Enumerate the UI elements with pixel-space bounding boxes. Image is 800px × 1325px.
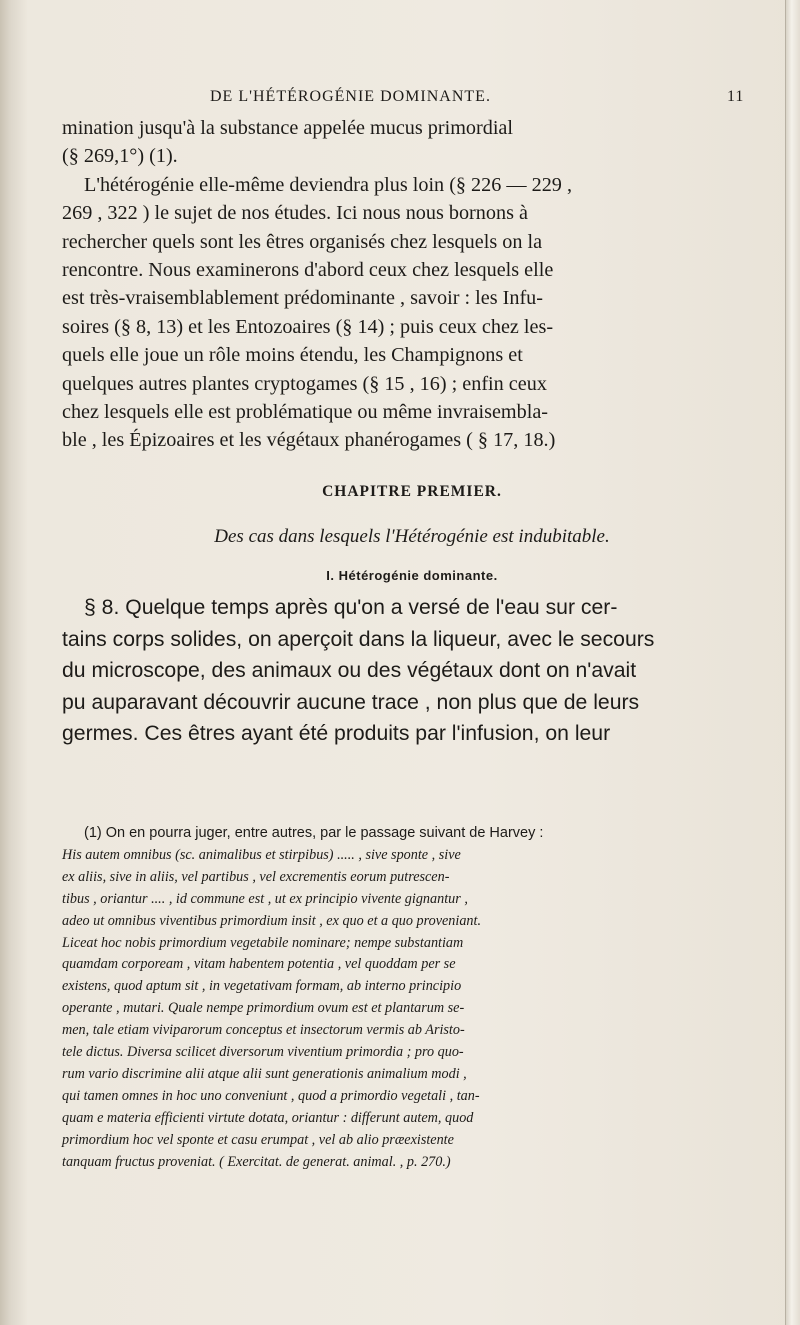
text-line: § 8. Quelque temps après qu'on a versé de l'eau sur cer- [84, 596, 618, 619]
body-text [62, 114, 762, 455]
running-head-title: DE L'HÉTÉROGÉNIE DOMINANTE. [210, 88, 491, 105]
footnote-line: His autem omnibus (sc. animalibus et stirpibus) ..... , sive sponte , sive [62, 846, 461, 863]
text-line: 269 , 322 ) le sujet de nos études. Ici nous nous bornons à [62, 202, 528, 225]
section-heading: I. Hétérogénie dominante. [326, 568, 498, 583]
footnote-line: tibus , oriantur .... , id commune est , ut ex principio vivente gignantur , [62, 890, 468, 907]
text-line: soires (§ 8, 13) et les Entozoaires (§ 14) ; puis ceux chez les- [62, 315, 554, 338]
page-edge [785, 0, 800, 1325]
text-line: quels elle joue un rôle moins étendu, les Champignons et [62, 344, 523, 367]
footnote-line: tanquam fructus proveniat. ( Exercitat. de generat. animal. , p. 270.) [62, 1153, 451, 1170]
footnote-line: men, tale etiam viviparorum conceptus et insectorum vermis ab Aristo- [62, 1022, 465, 1039]
text-line: mination jusqu'à la substance appelée mucus primordial [62, 117, 514, 139]
footnote-lead: (1) On en pourra juger, entre autres, par le passage suivant de Harvey : [84, 825, 544, 841]
footnote-line: rum vario discrimine alii atque alii sunt generationis animalium modi , [62, 1065, 467, 1082]
footnote-line: adeo ut omnibus viventibus primordium insit , ex quo et a quo proveniant. [62, 912, 482, 929]
chapter-heading: CHAPITRE PREMIER. [322, 483, 502, 500]
footnote-line: existens, quod aptum sit , in vegetativam formam, ab interno principio [62, 978, 462, 995]
text-line: quelques autres plantes cryptogames (§ 15 , 16) ; enfin ceux [62, 372, 547, 395]
text-line: (§ 269,1°) (1). [62, 145, 178, 168]
text-line: est très-vraisemblablement prédominante , savoir : les Infu- [62, 287, 543, 310]
text-line: pu auparavant découvrir aucune trace , non plus que de leurs [62, 690, 640, 714]
text-line: tains corps solides, on aperçoit dans la liqueur, avec le secours [62, 627, 655, 651]
footnote-line: ex aliis, sive in aliis, vel partibus , vel excrementis eorum putrescen- [62, 868, 450, 885]
text-line: rencontre. Nous examinerons d'abord ceux chez lesquels elle [62, 259, 554, 282]
footnote-line: quam e materia efficienti virtute dotata, oriantur : differunt autem, quod [62, 1109, 474, 1126]
text-line: L'hétérogénie elle-même deviendra plus loin (§ 226 — 229 , [84, 173, 572, 196]
text-line: germes. Ces êtres ayant été produits par l'infusion, on leur [62, 722, 611, 745]
section-text [62, 592, 762, 750]
footnote-line: Liceat hoc nobis primordium vegetabile nominare; nempe substantiam [62, 934, 464, 951]
footnote-line: quamdam corpoream , vitam habentem potentia , vel quoddam per se [62, 956, 456, 973]
text-line: rechercher quels sont les êtres organisés chez lesquels on la [62, 230, 543, 253]
footnote-line: tele dictus. Diversa scilicet diversorum viventium primordia ; pro quo- [62, 1044, 464, 1061]
text-line: du microscope, des animaux ou des végétaux dont on n'avait [62, 659, 637, 682]
footnote-line: operante , mutari. Quale nempe primordium ovum est et plantarum se- [62, 1000, 465, 1017]
text-line: chez lesquels elle est problématique ou même invraisembla- [62, 401, 549, 424]
footnote-line: primordium hoc vel sponte et casu erumpat , vel ab alio præexistente [62, 1131, 454, 1148]
chapter-subtitle: Des cas dans lesquels l'Hétérogénie est indubitable. [214, 526, 610, 547]
footnote [62, 823, 762, 1174]
footnote-line: qui tamen omnes in hoc uno conveniunt , quod a primordio vegetali , tan- [62, 1087, 480, 1104]
page-number: 11 [727, 88, 745, 105]
text-line: ble , les Épizoaires et les végétaux phanérogames ( § 17, 18.) [62, 429, 556, 452]
